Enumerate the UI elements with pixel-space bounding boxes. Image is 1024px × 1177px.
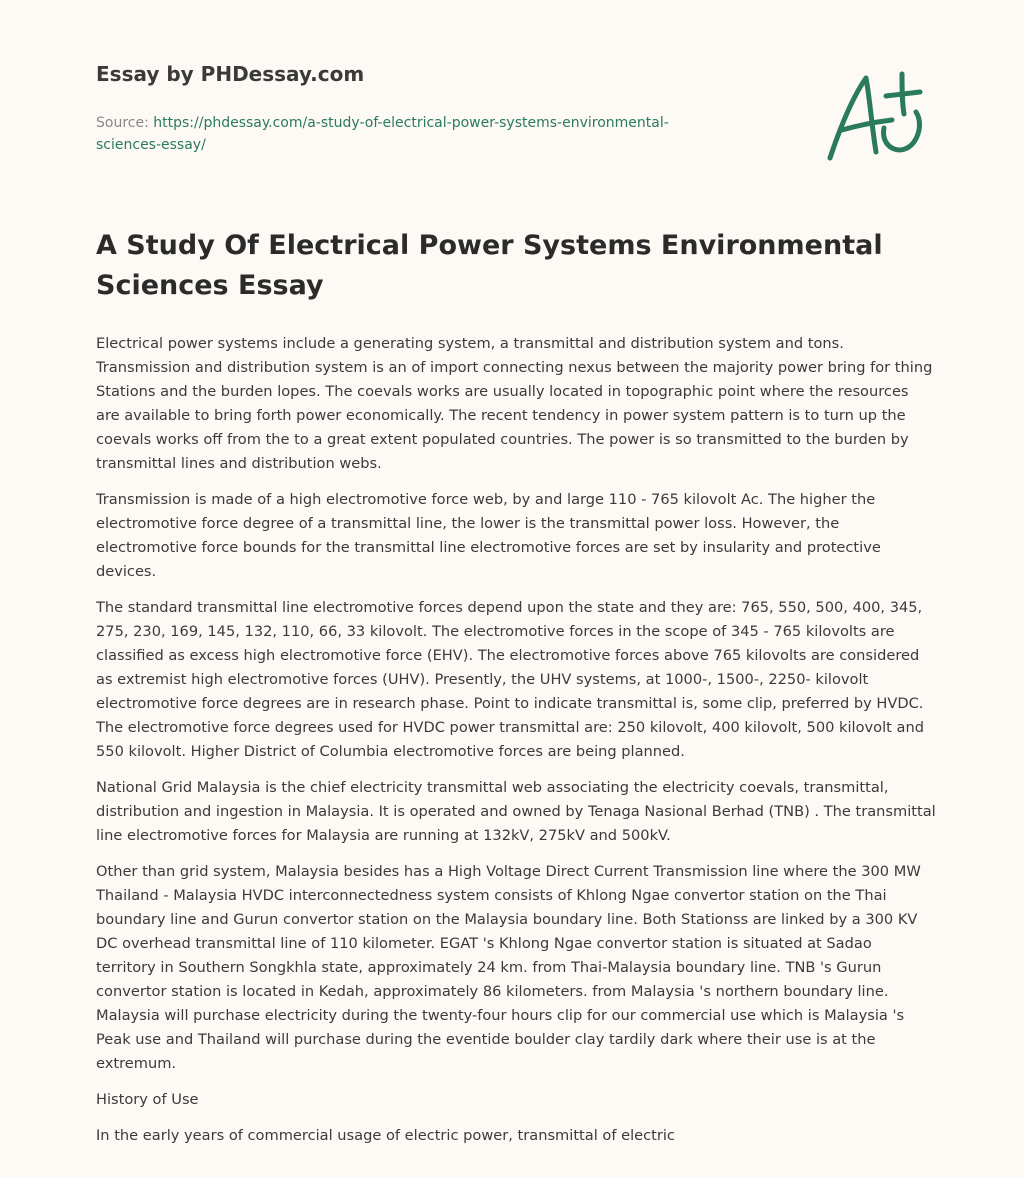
essay-paragraph-5: Other than grid system, Malaysia besides has a High Voltage Direct Current Transmission line where the 300 MW Thailand - Malaysia HVDC interconnectedness system consists of Khlong Ngae convertor station on the Thai boundary line and Gurun convertor station on the Malaysia boundary line. Both Stationss are linked by a 300 KV DC overhead transmittal line of 110 kilometer. EGAT 's Khlong Ngae convertor station is situated at Sadao territory in Southern Songkhla state, approximately 24 km. from Thai-Malaysia boundary line. TNB 's Gurun convertor station is located in Kedah, approximately 86 kilometers. from Malaysia 's northern boundary line. Malaysia will purchase electricity during the twenty-four hours clip for our commercial use which is Malaysia 's Peak use and Thailand will purchase during the eventide boulder clay tardily dark where their use is at the extremum.	[96, 863, 921, 1072]
source-label: Source:	[96, 115, 149, 131]
essay-title: A Study Of Electrical Power Systems Environmental Sciences Essay	[96, 230, 883, 301]
essay-paragraph-3: The standard transmittal line electromotive forces depend upon the state and they are: 765, 550, 500, 400, 345, 275, 230, 169, 145, 132, 110, 66, 33 kilovolt. The electromotive forces in the scope of 345 - 765 kilovolts are classified as excess high electromotive force (EHV). The electromotive forces above 765 kilovolts are considered as extremist high electromotive forces (UHV). Presently, the UHV systems, at 1000-, 1500-, 2250- kilovolt electromotive force degrees are in research phase. Point to indicate transmittal is, some clip, preferred by HVDC. The electromotive force degrees used for HVDC power transmittal are: 250 kilovolt, 400 kilovolt, 500 kilovolt and 550 kilovolt. Higher District of Columbia electromotive forces are being planned.	[96, 599, 924, 760]
source-link-line-1: https://phdessay.com/a-study-of-electrical-power-systems-environmental-	[153, 115, 669, 131]
essay-paragraph-4: National Grid Malaysia is the chief electricity transmittal web associating the electricity coevals, transmittal, distribution and ingestion in Malaysia. It is operated and owned by Tenaga Nasional Berhad (TNB) . The transmittal line electromotive forces for Malaysia are running at 132kV, 275kV and 500kV.	[96, 779, 936, 844]
section-heading-history: History of Use	[96, 1091, 199, 1108]
essay-paragraph-2: Transmission is made of a high electromotive force web, by and large 110 - 765 kilovolt Ac. The higher the electromotive force degree of a transmittal line, the lower is the transmittal power loss. However, the electromotive force bounds for the transmittal line electromotive forces are set by insularity and protective devices.	[96, 491, 881, 580]
essay-paragraph-1: Electrical power systems include a generating system, a transmittal and distribution system and tons. Transmission and distribution system is an of import connecting nexus between the majority power bring for thing Stations and the burden lopes. The coevals works are usually located in topographic point where the resources are available to bring forth power economically. The recent tendency in power system pattern is to turn up the coevals works off from the to a great extent populated countries. The power is so transmitted to the burden by transmittal lines and distribution webs.	[96, 335, 933, 472]
source-line	[96, 112, 736, 156]
source-link[interactable]	[96, 115, 669, 153]
a-plus-logo-icon	[822, 68, 926, 164]
source-link-line-2: sciences-essay/	[96, 137, 206, 153]
site-brand: Essay by PHDessay.com	[96, 62, 365, 86]
essay-content	[96, 226, 936, 1160]
header	[96, 62, 736, 156]
essay-paragraph-7: In the early years of commercial usage of electric power, transmittal of electric	[96, 1127, 675, 1144]
